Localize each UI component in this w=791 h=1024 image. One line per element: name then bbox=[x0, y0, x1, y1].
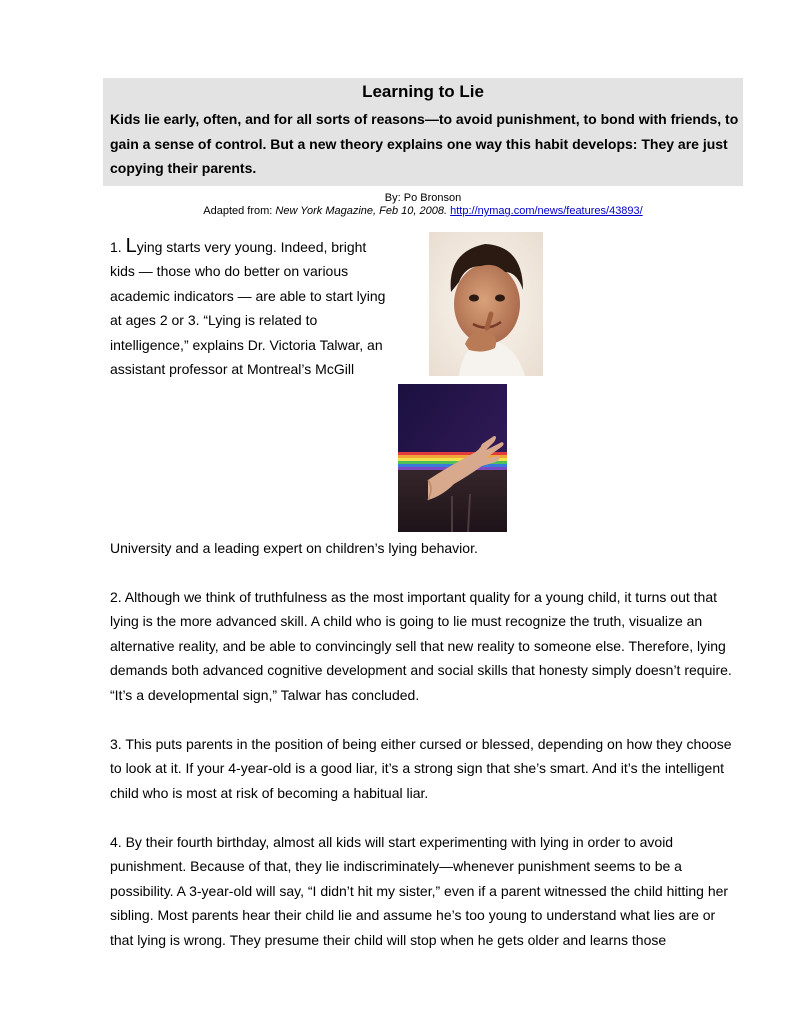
article-subtitle: Kids lie early, often, and for all sorts of reasons—to avoid punishment, to bond with friends, to gain a sense of control. But a new theory explains one way this habit develops: They are just copying their parents. bbox=[110, 111, 739, 176]
paragraph-1-number: 1. bbox=[110, 239, 126, 255]
paragraph-1-text: ying starts very young. Indeed, bright kids — those who do better on various academic indicators — are able to start lying at ages 2 or 3. “Lying is related to intelligence,” explains Dr. Victoria Talwar, an assistant professor at Montreal’s McGill bbox=[110, 239, 386, 378]
paragraph-3: 3. This puts parents in the position of being either cursed or blessed, depending on how they choose to look at it. If your 4-year-old is a good liar, it’s a strong sign that she’s smart. And it’s the intelligent child who is most at risk of becoming a habitual liar. bbox=[110, 736, 732, 801]
source-title: New York Magazine, Feb 10, 2008. bbox=[275, 205, 448, 217]
paragraph-1 bbox=[110, 234, 390, 381]
article-header bbox=[103, 78, 743, 186]
article-title: Learning to Lie bbox=[362, 82, 484, 101]
child-photo-image bbox=[429, 232, 543, 376]
adapted-prefix: Adapted from: bbox=[203, 205, 276, 217]
paragraph-2: 2. Although we think of truthfulness as the most important quality for a young child, it turns out that lying is the more advanced skill. A child who is going to lie must recognize the truth, visualize an alternative reality, and be able to convincingly sell that new reality to someone else. Therefore, lying demands both advanced cognitive development and social skills that honesty simply doesn’t require. “It’s a developmental sign,” Talwar has concluded. bbox=[110, 589, 732, 703]
hand-photo-image bbox=[398, 384, 507, 532]
paragraph-1-continued: University and a leading expert on children’s lying behavior. bbox=[110, 540, 478, 556]
child-photo bbox=[429, 232, 543, 376]
hand-photo bbox=[398, 384, 507, 532]
source-line bbox=[103, 205, 743, 218]
drop-cap: L bbox=[125, 235, 137, 257]
author-line: By: Po Bronson bbox=[384, 192, 462, 204]
paragraph-4: 4. By their fourth birthday, almost all kids will start experimenting with lying in order to avoid punishment. Because of that, they lie indiscriminately—whenever punishment seems to be a possibility. A 3-year-old will say, “I didn’t hit my sister,” even if a parent witnessed the child hitting her sibling. Most parents hear their child lie and assume he’s too young to understand what lies are or that lying is wrong. They presume their child will stop when he gets older and learns those bbox=[110, 834, 729, 948]
byline bbox=[103, 192, 743, 218]
source-link[interactable]: http://nymag.com/news/features/43893/ bbox=[450, 205, 643, 217]
